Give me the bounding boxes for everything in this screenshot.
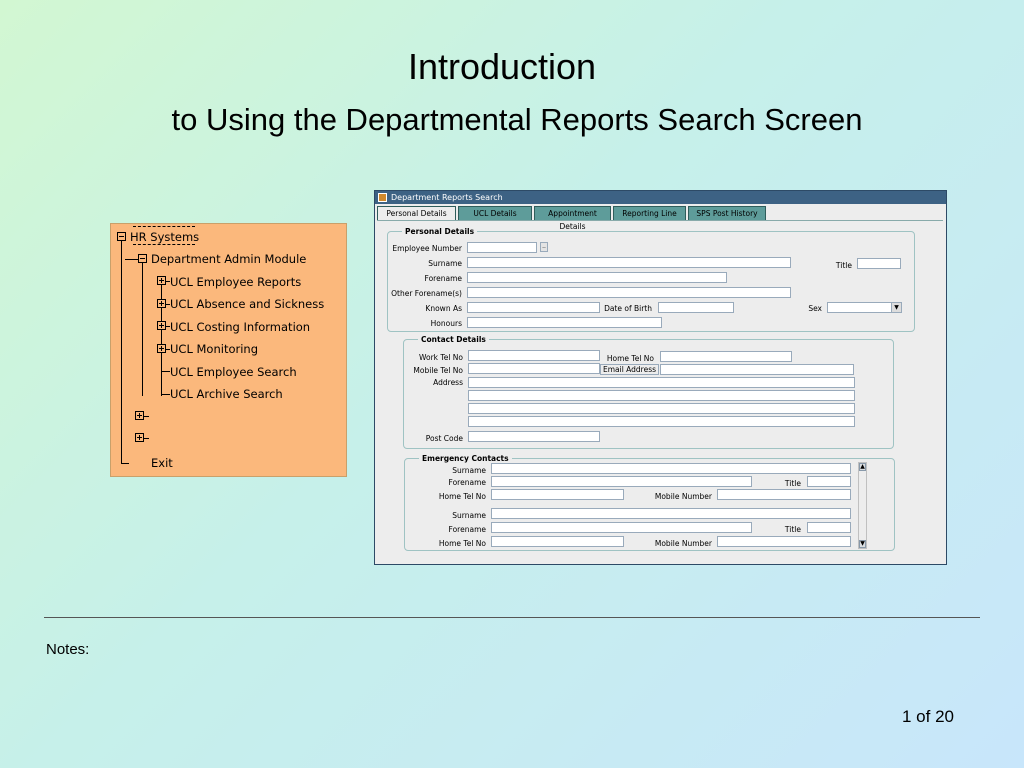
known-as-label: Known As [425,304,462,313]
work-tel-field[interactable] [468,350,600,361]
scroll-up-icon[interactable]: ▲ [860,463,865,470]
emergency-mobile-label: Mobile Number [654,492,712,501]
scroll-down-icon[interactable]: ▼ [860,540,865,547]
employee-number-label: Employee Number [392,244,462,253]
emergency-home-tel-field-2[interactable] [491,536,624,547]
mobile-tel-field[interactable] [468,363,600,374]
emergency-home-tel-label: Home Tel No [438,492,486,501]
notes-divider [44,617,980,618]
address-label: Address [433,378,463,387]
tree-item-ucl-employee-search[interactable]: UCL Employee Search [170,365,297,379]
mobile-tel-label: Mobile Tel No [413,366,463,375]
tree-item-ucl-absence-and-sickness[interactable]: UCL Absence and Sickness [170,297,325,311]
emergency-home-tel-label: Home Tel No [438,539,486,548]
sex-select[interactable] [827,302,902,313]
slide-subtitle: to Using the Departmental Reports Search Screen [171,102,863,137]
tree-item-ucl-costing-information[interactable]: UCL Costing Information [170,320,311,334]
emergency-surname-label: Surname [452,511,486,520]
emergency-title-field-2[interactable] [807,522,851,533]
notes-label: Notes: [46,641,90,658]
group-heading: Emergency Contacts [419,454,512,463]
address-line-3-field[interactable] [468,403,855,414]
emergency-home-tel-field-1[interactable] [491,489,624,500]
emergency-contacts-scrollbar[interactable] [858,462,867,549]
emergency-forename-label: Forename [448,478,486,487]
slide-title: Introduction [407,46,597,87]
emergency-title-label: Title [784,479,801,488]
tab-personal-details[interactable]: Personal Details [377,206,456,221]
home-tel-field[interactable] [660,351,792,362]
work-tel-label: Work Tel No [419,353,463,362]
tab-ucl-details[interactable]: UCL Details [458,206,532,220]
email-address-field[interactable] [660,364,854,375]
tab-reporting-line[interactable]: Reporting Line [613,206,686,220]
honours-label: Honours [430,319,462,328]
tree-item-ucl-archive-search[interactable]: UCL Archive Search [170,387,283,401]
tree-navigator [110,223,347,477]
emergency-forename-label: Forename [448,525,486,534]
emergency-title-field-1[interactable] [807,476,851,487]
expand-icon[interactable] [135,411,144,420]
known-as-field[interactable] [467,302,600,313]
department-reports-search-window [374,190,947,565]
other-forenames-label: Other Forename(s) [391,289,462,298]
chevron-down-icon[interactable]: ▼ [891,303,901,312]
emergency-mobile-label: Mobile Number [654,539,712,548]
tree-item-ucl-employee-reports[interactable]: UCL Employee Reports [170,275,302,289]
collapse-icon[interactable] [117,232,126,241]
sex-label: Sex [808,304,822,313]
surname-label: Surname [428,259,462,268]
date-of-birth-field[interactable] [658,302,734,313]
window-title: Department Reports Search [391,193,503,202]
page-indicator: 1 of 20 [902,707,954,726]
tree-item-ucl-monitoring[interactable]: UCL Monitoring [170,342,259,356]
emergency-surname-field-2[interactable] [491,508,851,519]
expand-icon[interactable] [157,276,166,285]
list-of-values-icon[interactable]: .. [540,242,548,252]
app-icon [378,193,387,202]
tree-item-department-admin-module[interactable]: Department Admin Module [151,252,307,266]
emergency-surname-label: Surname [452,466,486,475]
email-address-button[interactable]: Email Address [600,364,659,375]
address-line-2-field[interactable] [468,390,855,401]
title-label: Title [835,261,852,270]
forename-label: Forename [424,274,462,283]
expand-icon[interactable] [157,344,166,353]
group-heading: Contact Details [418,335,489,344]
tree-item-exit[interactable]: Exit [151,456,173,470]
emergency-forename-field-2[interactable] [491,522,752,533]
window-titlebar[interactable] [375,191,946,204]
expand-icon[interactable] [157,321,166,330]
emergency-mobile-field-1[interactable] [717,489,851,500]
emergency-surname-field-1[interactable] [491,463,851,474]
collapse-icon[interactable] [138,254,147,263]
tab-appointment-details[interactable]: Appointment Details [534,206,611,220]
address-line-1-field[interactable] [468,377,855,388]
other-forenames-field[interactable] [467,287,791,298]
expand-icon[interactable] [157,299,166,308]
post-code-field[interactable] [468,431,600,442]
home-tel-label: Home Tel No [606,354,654,363]
emergency-forename-field-1[interactable] [491,476,752,487]
address-line-4-field[interactable] [468,416,855,427]
surname-field[interactable] [467,257,791,268]
group-heading: Personal Details [402,227,477,236]
emergency-title-label: Title [784,525,801,534]
date-of-birth-label: Date of Birth [604,304,652,313]
tab-sps-post-history[interactable]: SPS Post History [688,206,766,220]
emergency-mobile-field-2[interactable] [717,536,851,547]
tree-root-hr-systems[interactable]: HR Systems [130,230,200,244]
title-field[interactable] [857,258,901,269]
honours-field[interactable] [467,317,662,328]
expand-icon[interactable] [135,433,144,442]
forename-field[interactable] [467,272,727,283]
employee-number-field[interactable] [467,242,537,253]
post-code-label: Post Code [425,434,463,443]
